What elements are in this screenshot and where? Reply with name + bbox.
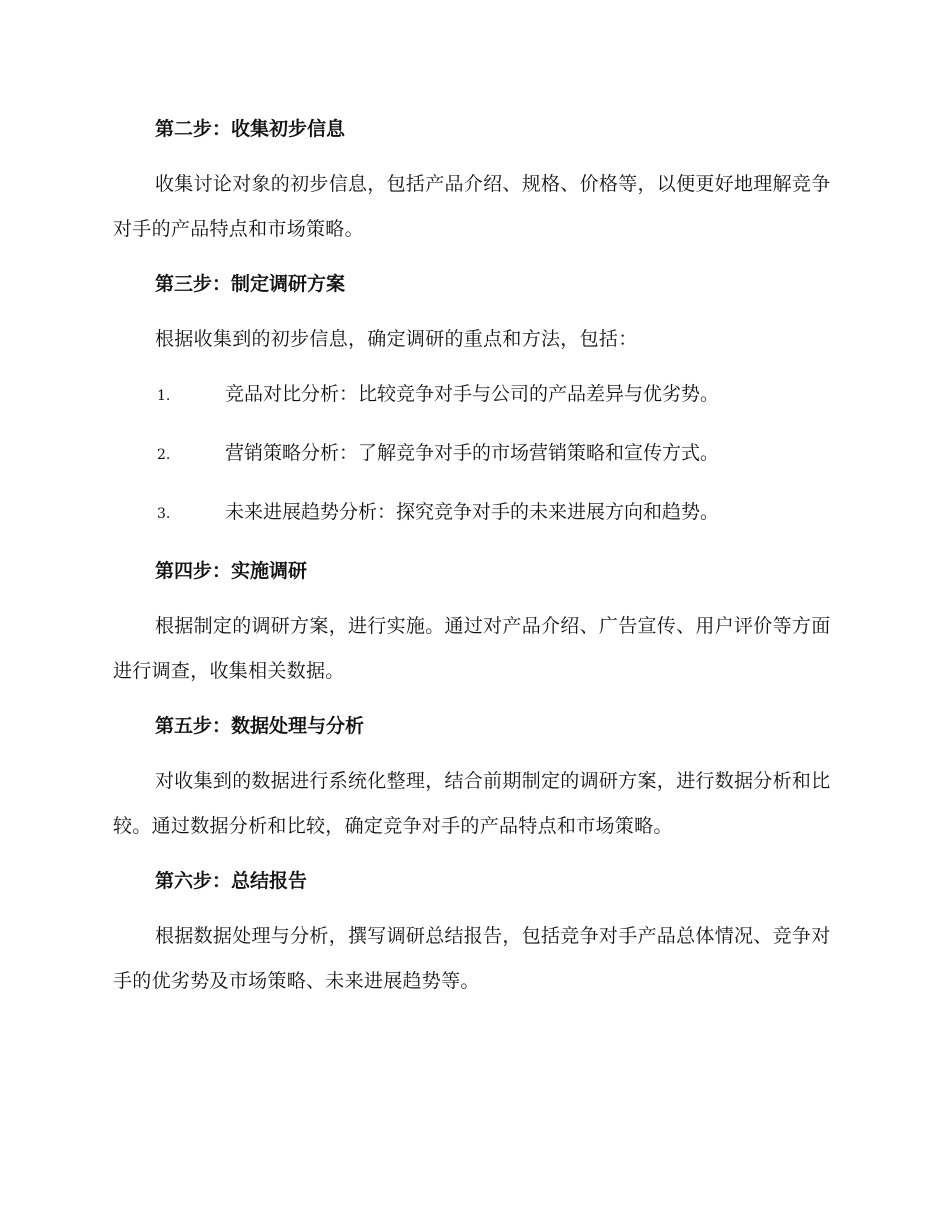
list-item	[113, 375, 833, 415]
section-heading-step-2: 第二步：收集初步信息	[155, 118, 346, 140]
list-item	[113, 493, 833, 533]
section-heading-step-5: 第五步：数据处理与分析	[155, 715, 365, 737]
document-body	[113, 110, 833, 1017]
list-number: 1.	[157, 388, 171, 404]
section-paragraph-step-3: 根据收集到的初步信息，确定调研的重点和方法，包括：	[155, 328, 638, 350]
section-paragraph-step-5: 对收集到的数据进行系统化整理，结合前期制定的调研方案，进行数据分析和比较。通过数据分析和比较，确定竞争对手的产品特点和市场策略。	[113, 770, 831, 837]
section-paragraph-step-4: 根据制定的调研方案，进行实施。通过对产品介绍、广告宣传、用户评价等方面进行调查，收集相关数据。	[113, 615, 831, 682]
section-paragraph-step-6: 根据数据处理与分析，撰写调研总结报告，包括竞争对手产品总体情况、竞争对手的优劣势及市场策略、未来进展趋势等。	[113, 925, 831, 992]
list-item	[113, 434, 833, 474]
section-heading-step-4: 第四步：实施调研	[155, 560, 308, 582]
list-number: 3.	[157, 506, 171, 522]
list-text: 营销策略分析：了解竞争对手的市场营销策略和宣传方式。	[225, 442, 720, 464]
list-number: 2.	[157, 447, 171, 463]
section-heading-step-6: 第六步：总结报告	[155, 870, 308, 892]
section-paragraph-step-2: 收集讨论对象的初步信息，包括产品介绍、规格、价格等，以便更好地理解竞争对手的产品特点和市场策略。	[113, 173, 831, 240]
list-text: 竞品对比分析：比较竞争对手与公司的产品差异与优劣势。	[225, 383, 720, 405]
section-heading-step-3: 第三步：制定调研方案	[155, 273, 346, 295]
list-text: 未来进展趋势分析：探究竞争对手的未来进展方向和趋势。	[225, 501, 720, 523]
